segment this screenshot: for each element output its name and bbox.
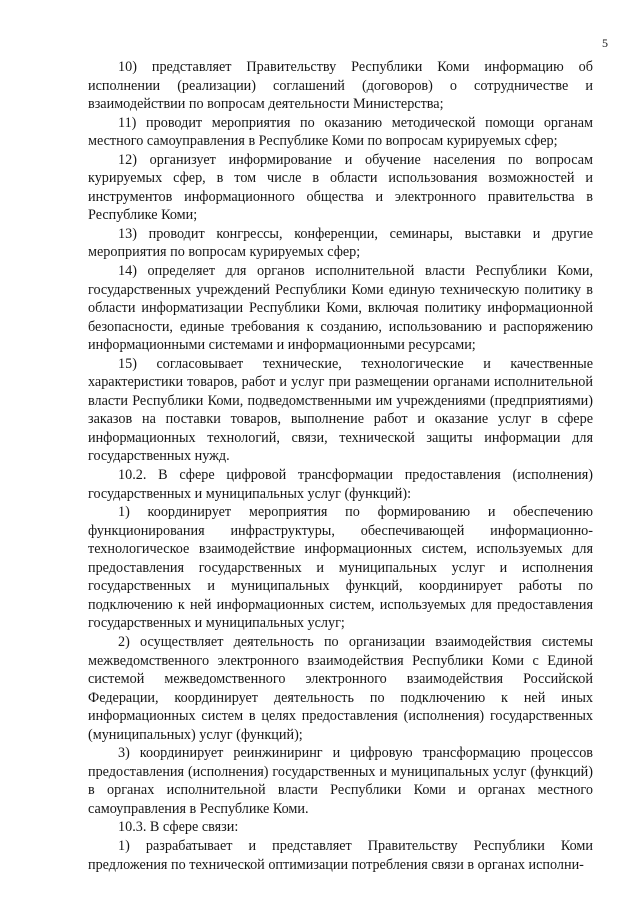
page-number: 5 (602, 36, 608, 50)
paragraph-item-14: 14) определяет для органов исполнительной власти Республики Коми, государственных учреждений Республики Коми единую техническую политику в области информатизации Республики Коми, включая политику информационной безопасности, единые требования к созданию, использованию и распоряжению информационными системами и информационными ресурсами; (88, 263, 593, 354)
paragraph-10-3-item-1: 1) разрабатывает и представляет Правительству Республики Коми предложения по технической оптимизации потребления связи в органах исполни- (88, 837, 593, 873)
section-heading-10-3: 10.3. В сфере связи: (118, 819, 239, 836)
section-heading-10-2: 10.2. В сфере цифровой трансформации предоставления (исполнения) государственных и муниципальных услуг (функций): (88, 467, 593, 502)
paragraph-item-15: 15) согласовывает технические, технологические и качественные характеристики товаров, работ и услуг при размещении органами исполнительной власти Республики Коми, подведомственными им учреждениями (предприятиями) заказов на поставки товаров, выполнение работ и оказание услуг в сфере информационных технологий, связи, технической защиты информации для государственных нужд. (88, 355, 593, 465)
paragraph-10-2-item-1: 1) координирует мероприятия по формированию и обеспечению функционирования инфраструктуры, обеспечивающей информационно-технологическое взаимодействие информационных систем, используемых для предоставления государственных и муниципальных услуг и исполнения государственных и муниципальных функций, координирует работы по подключению к ней информационных систем, используемых для предоставления государственных и муниципальных услуг; (88, 504, 593, 632)
paragraph-item-10: 10) представляет Правительству Республики Коми информацию об исполнении (реализации) соглашений (договоров) о сотрудничестве и взаимодействии по вопросам деятельности Министерства; (88, 59, 593, 113)
paragraph-item-11: 11) проводит мероприятия по оказанию методической помощи органам местного самоуправления в Республике Коми по вопросам курируемых сфер; (88, 114, 593, 150)
paragraph-item-13: 13) проводит конгрессы, конференции, семинары, выставки и другие мероприятия по вопросам курируемых сфер; (88, 225, 593, 261)
paragraph-10-2-item-3: 3) координирует реинжиниринг и цифровую трансформацию процессов предоставления (исполнения) государственных и муниципальных услуг (функций) в органах исполнительной власти Республики Коми и органах местного самоуправления в Республике Коми. (88, 745, 593, 817)
paragraph-item-12: 12) организует информирование и обучение населения по вопросам курируемых сфер, в том числе в области использования возможностей и инструментов информационного общества и электронного правительства в Республике Коми; (88, 151, 593, 224)
paragraph-10-2-item-2: 2) осуществляет деятельность по организации взаимодействия системы межведомственного электронного взаимодействия Республики Коми с Единой системой межведомственного электронного взаимодействия Российской Федерации, координирует деятельность по подключению к ней иных информационных систем в целях предоставления (исполнения) государственных (муниципальных) услуг (функций); (88, 633, 593, 743)
document-body (88, 58, 593, 874)
